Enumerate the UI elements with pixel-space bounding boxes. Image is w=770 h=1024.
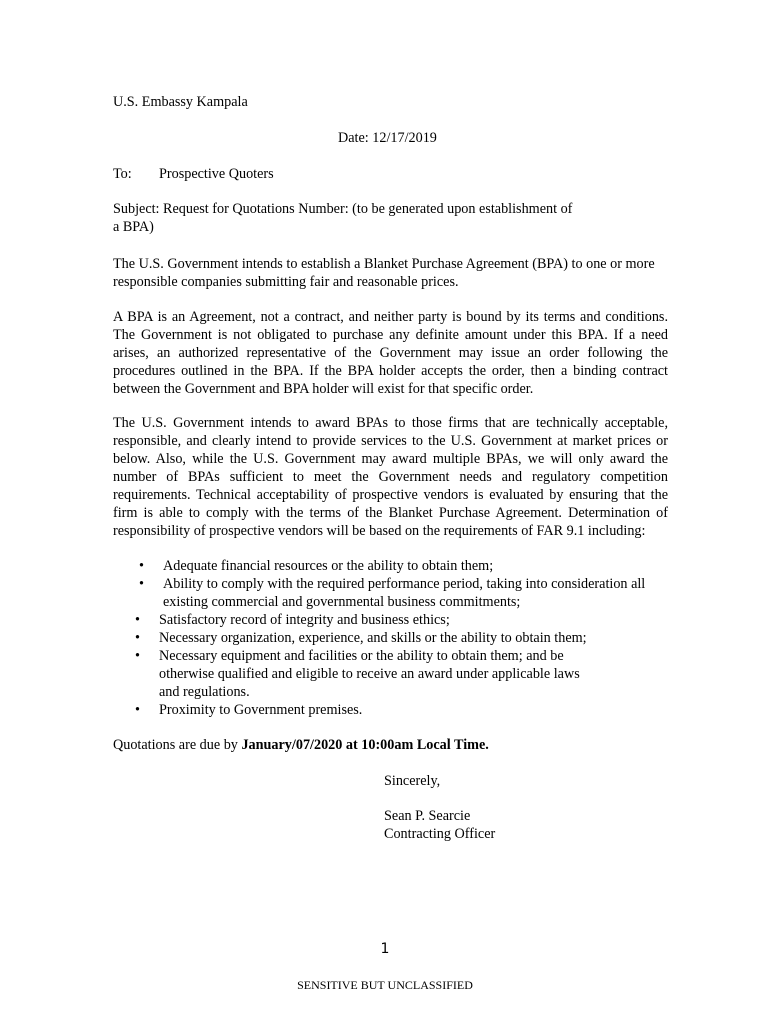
subject-line bbox=[113, 200, 613, 236]
subject-line-2: a BPA) bbox=[113, 219, 154, 235]
bpa-definition-paragraph: A BPA is an Agreement, not a contract, and neither party is bound by its terms and conditions. The Government is not obligated to purchase any definite amount under this BPA. If a need arises, an authorized representative of the Government may issue an order following the procedures outlined in the BPA. If the BPA holder accepts the order, then a binding contract between the Government and BPA holder will exist for that specific order. bbox=[113, 309, 668, 397]
signer-name: Sean P. Searcie bbox=[384, 808, 471, 824]
due-prefix: Quotations are due by bbox=[113, 737, 238, 753]
bullet-icon: • bbox=[135, 702, 140, 718]
closing-salutation: Sincerely, bbox=[384, 773, 441, 789]
list-item: • Proximity to Government premises. bbox=[135, 702, 363, 718]
sender-line: U.S. Embassy Kampala bbox=[113, 94, 248, 110]
list-item: • Satisfactory record of integrity and business ethics; bbox=[135, 612, 450, 628]
list-item: • Necessary organization, experience, and skills or the ability to obtain them; bbox=[135, 630, 587, 646]
date-line: Date: 12/17/2019 bbox=[338, 130, 437, 146]
subject-line-1: Subject: Request for Quotations Number: (to be generated upon establishment of bbox=[113, 201, 573, 217]
bullet-icon: • bbox=[135, 630, 140, 646]
list-item: • Ability to comply with the required performance period, taking into consideration all existing commercial and governmental business commitments; bbox=[139, 576, 646, 610]
to-line bbox=[113, 165, 668, 183]
list-item: • Adequate financial resources or the ability to obtain them; bbox=[139, 558, 494, 574]
page-number: 1 bbox=[380, 941, 390, 957]
intro-paragraph: The U.S. Government intends to establish a Blanket Purchase Agreement (BPA) to one or more responsible companies submitting fair and reasonable prices. bbox=[113, 256, 655, 290]
to-value: Prospective Quoters bbox=[159, 166, 274, 182]
list-item: • Necessary equipment and facilities or the ability to obtain them; and be otherwise qualified and eligible to receive an award under applicable laws and regulations. bbox=[135, 648, 580, 700]
bullet-icon: • bbox=[139, 558, 144, 574]
classification-footer: SENSITIVE BUT UNCLASSIFIED bbox=[297, 978, 473, 992]
signature-block bbox=[384, 807, 495, 843]
bullet-icon: • bbox=[139, 576, 144, 592]
to-label: To: bbox=[113, 166, 132, 182]
due-date-line bbox=[113, 736, 668, 754]
due-date-value: January/07/2020 at 10:00am Local Time. bbox=[241, 737, 489, 753]
signer-title: Contracting Officer bbox=[384, 826, 496, 842]
bullet-icon: • bbox=[135, 612, 140, 628]
award-criteria-paragraph: The U.S. Government intends to award BPAs to those firms that are technically acceptable, responsible, and clearly intend to provide services to the U.S. Government at market prices or below. Also, while the U.S. Government may award multiple BPAs, we will only award the number of BPAs sufficient to meet the Government needs and regulatory competition requirements. Technical acceptability of prospective vendors is evaluated by ensuring that the firm is able to comply with the terms of the Blanket Purchase Agreement. Determination of responsibility of prospective vendors will be based on the requirements of FAR 9.1 including: bbox=[113, 415, 668, 539]
bullet-icon: • bbox=[135, 648, 140, 664]
requirements-list bbox=[113, 557, 668, 719]
